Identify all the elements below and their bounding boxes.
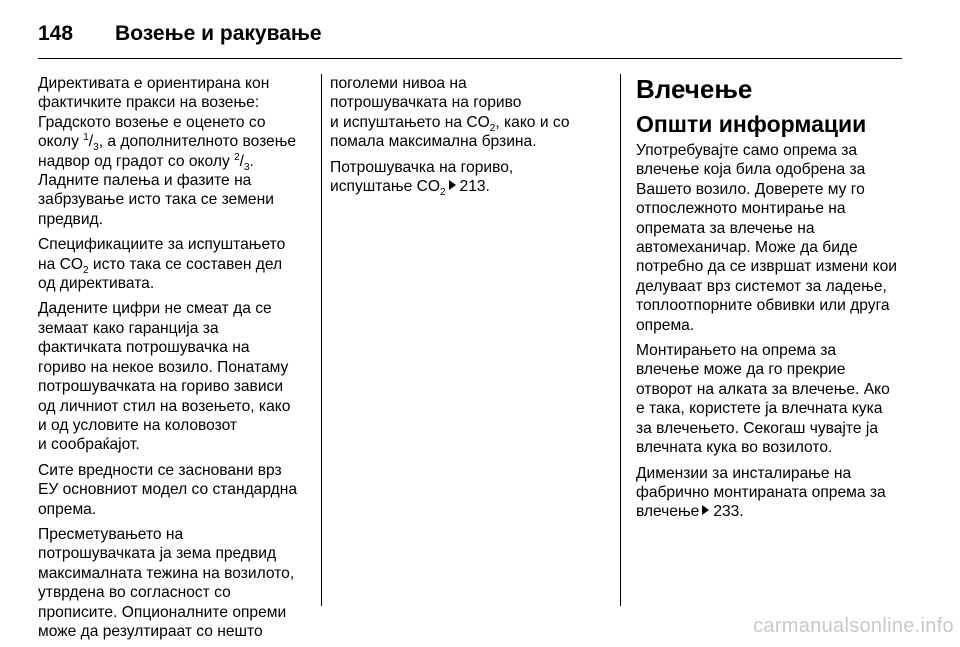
text-line: отворот на алката за влечење. Ако — [636, 380, 890, 398]
text-line: влечната кука во возилото. — [636, 439, 833, 457]
text-line-co2: на $CO_2$ исто така се составен дел — [38, 255, 283, 276]
text-line: Пресметувањето на — [38, 525, 184, 543]
text-line: Монтирањето на опрема за — [636, 342, 837, 360]
text-line-reference: испуштање $CO_2$ 213. — [330, 178, 490, 199]
paragraph-dimensions — [636, 464, 910, 522]
text-line: потрошувачката на гориво — [330, 94, 522, 112]
page-number: 148 — [38, 22, 74, 45]
text-line: фактичката потрошувачка на — [38, 339, 250, 357]
text-line: потрошувачката на гориво зависи — [38, 378, 284, 396]
paragraph-co2-spec — [38, 235, 310, 293]
text-line: Сите вредности се засновани врз — [38, 461, 282, 479]
text-line: Димензии за инсталирање на — [636, 464, 852, 482]
text-line: Вашето возило. Доверете му го — [636, 180, 865, 198]
text-line: гориво на некое возило. Понатаму — [38, 358, 289, 376]
section-title-towing: Влечење — [636, 74, 753, 104]
text-line: помала максимална брзина. — [330, 133, 537, 151]
column-divider — [321, 74, 322, 606]
text-line: опремата за влечење на — [636, 219, 815, 237]
text-line-reference: влечење 233. — [636, 503, 744, 521]
text-line-co2: и испуштањето на $CO_2$, како и со — [330, 113, 570, 134]
text-line: може да резултираат со нешто — [38, 622, 263, 640]
paragraph-cross-reference — [330, 158, 602, 197]
text-line: топлоотпорните обвивки или друга — [636, 297, 890, 315]
text-line: Употребувајте само опрема за — [636, 142, 858, 159]
text-line: отпослежното монтирање на — [636, 200, 846, 218]
paragraph-towing-equipment — [636, 141, 910, 335]
text-line: максималната тежина на возилото, — [38, 564, 295, 582]
text-line: и сообраќајот. — [38, 436, 140, 454]
text-line: Директивата е ориентирана кон — [38, 75, 270, 92]
page-reference-link[interactable]: 213. — [459, 178, 490, 196]
column-2 — [330, 74, 602, 202]
page-reference-link[interactable]: 233. — [713, 503, 744, 521]
text-line: забрзување исто така се земени — [38, 191, 274, 209]
subsection-title-general-info: Општи информации — [636, 111, 867, 137]
text-line-fraction: околу $^1/_3$, а дополнителното возење — [38, 132, 297, 154]
paragraph-directive — [38, 74, 310, 229]
text-line: од личниот стил на возењето, како — [38, 397, 291, 415]
paragraph-calculation-continued — [330, 74, 602, 152]
header-rule — [38, 58, 902, 59]
chapter-title: Возење и ракување — [115, 22, 322, 45]
column-3 — [636, 74, 910, 528]
text-line: влечење може да го прекрие — [636, 361, 846, 379]
text-line: е така, користете ја влечната кука — [636, 400, 883, 418]
text-line: од директивата. — [38, 275, 155, 293]
text-line: опрема. — [636, 316, 695, 334]
text-line: прописите. Опционалните опреми — [38, 603, 287, 621]
text-line: Дадените цифри не смеат да се — [38, 300, 272, 318]
text-line: делуваат врз системот за ладење, — [636, 277, 887, 295]
column-1 — [38, 74, 310, 647]
page-reference-arrow-icon — [702, 505, 709, 515]
paragraph-eu-model — [38, 461, 310, 519]
page-header — [38, 14, 322, 54]
text-line: утврдена во согласност со — [38, 584, 231, 602]
column-divider — [620, 74, 621, 606]
page-reference-arrow-icon — [449, 180, 456, 190]
text-line: Градското возење е оценето со — [38, 113, 266, 131]
text-line: потребно да се извршат измени кои — [636, 258, 897, 276]
text-line: за влечењето. Секогаш чувајте ја — [636, 419, 878, 437]
text-line: Ладните палења и фазите на — [38, 172, 252, 190]
text-line: поголеми нивоа на — [330, 75, 467, 92]
text-line: земаат како гаранција за — [38, 319, 219, 337]
text-line: предвид. — [38, 210, 103, 228]
text-line-fraction: надвор од градот со околу $^2/_3$. — [38, 151, 254, 173]
paragraph-calculation — [38, 525, 310, 641]
paragraph-towing-eye — [636, 341, 910, 457]
text-line: фактичките пракси на возење: — [38, 94, 260, 112]
text-line: и од условите на коловозот — [38, 416, 238, 434]
text-line: Потрошувачка на гориво, — [330, 158, 514, 176]
text-line: ЕУ основниот модел со стандардна — [38, 481, 298, 499]
paragraph-guarantee — [38, 299, 310, 454]
watermark: carmanualsonline.info — [753, 615, 954, 637]
text-line: Спецификациите за испуштањето — [38, 236, 286, 254]
text-line: потрошувачката ја зема предвид — [38, 545, 277, 563]
text-line: фабрично монтираната опрема за — [636, 483, 886, 501]
text-line: автомеханичар. Може да биде — [636, 239, 858, 257]
text-line: влечење која била одобрена за — [636, 161, 866, 179]
text-line: опрема. — [38, 500, 97, 518]
